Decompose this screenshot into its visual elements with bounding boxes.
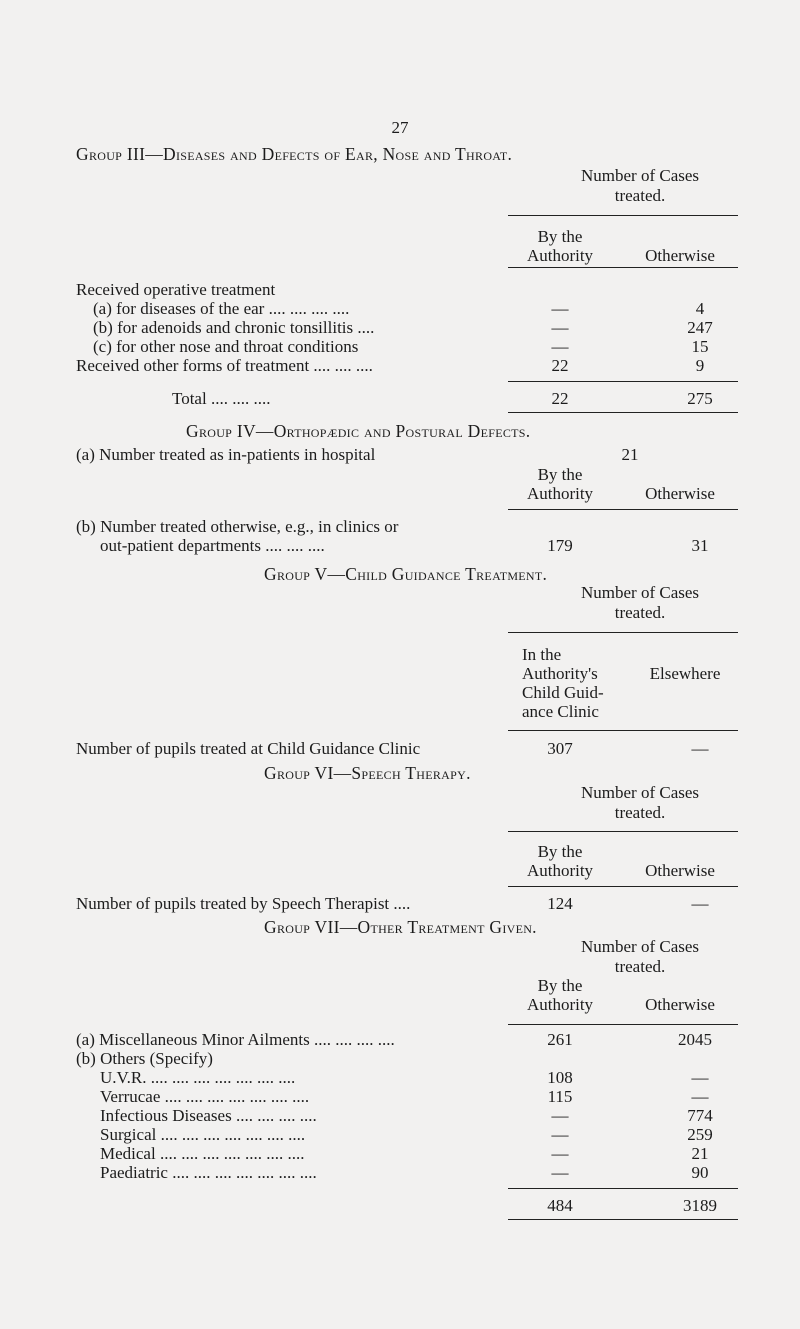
group-4-row-a-label: (a) Number treated as in-patients in hospital	[76, 445, 376, 464]
group-7-cases-header: Number of Cases	[580, 937, 700, 956]
group-3-total-authority: 22	[551, 389, 569, 408]
group-3-row-label: (a) for diseases of the ear .... .... .... ....	[93, 299, 350, 318]
group-7-col1-line1: By the	[537, 976, 583, 995]
group-4-col1-line1: By the	[537, 465, 583, 484]
group-5-col1-line2: Authority's	[522, 664, 598, 683]
group-6-cases-header-treated: treated.	[614, 803, 666, 822]
group-3-header-rule	[508, 215, 738, 216]
group-4-row-b-otherwise: 31	[691, 536, 709, 555]
group-3-row-label: Received operative treatment	[76, 280, 276, 299]
group-5-row-elsewhere: —	[691, 739, 709, 758]
group-6-row-label: Number of pupils treated by Speech Therapist ....	[76, 894, 411, 913]
group-5-cases-header-treated: treated.	[614, 603, 666, 622]
group-7-col2-header: Otherwise	[645, 995, 715, 1014]
group-7-value-otherwise: 90	[691, 1163, 709, 1182]
group-3-cases-header-treated: treated.	[614, 186, 666, 205]
group-4-col1-line2: Authority	[526, 484, 594, 503]
group-7-total-otherwise: 3189	[683, 1196, 717, 1215]
group-7-row-label: U.V.R. .... .... .... .... .... .... ....	[100, 1068, 296, 1087]
group-7-row-label: Surgical .... .... .... .... .... .... ....	[100, 1125, 306, 1144]
group-4-header-rule	[508, 509, 738, 510]
group-6-cases-header: Number of Cases	[580, 783, 700, 802]
group-4-row-a-value: 21	[621, 445, 639, 464]
group-3-cases-header: Number of Cases	[580, 166, 700, 185]
group-7-value-authority: —	[551, 1125, 569, 1144]
group-7-row-label: Verrucae .... .... .... .... .... .... ....	[100, 1087, 310, 1106]
group-3-heading: Group III—Diseases and Defects of Ear, Nose and Throat.	[76, 144, 513, 164]
group-7-col1-line2: Authority	[526, 995, 594, 1014]
group-3-bottom-rule	[508, 412, 738, 413]
group-7-value-authority: 115	[547, 1087, 573, 1106]
group-3-total-otherwise: 275	[687, 389, 713, 408]
group-3-row-label: (c) for other nose and throat conditions	[93, 337, 359, 356]
group-7-row-label: Infectious Diseases .... .... .... ....	[100, 1106, 317, 1125]
group-7-cases-header-treated: treated.	[614, 957, 666, 976]
group-6-col-header-rule	[508, 886, 738, 887]
group-3-value-otherwise: 247	[687, 318, 713, 337]
group-7-heading: Group VII—Other Treatment Given.	[264, 917, 537, 937]
group-3-row-label: Received other forms of treatment .... .... ....	[76, 356, 373, 375]
group-7-value-otherwise: —	[691, 1068, 709, 1087]
group-4-col2-header: Otherwise	[645, 484, 715, 503]
group-3-value-authority: 22	[551, 356, 569, 375]
group-6-row-otherwise: —	[691, 894, 709, 913]
group-5-heading: Group V—Child Guidance Treatment.	[264, 564, 548, 584]
group-7-value-otherwise: 21	[691, 1144, 709, 1163]
group-5-header-rule	[508, 632, 738, 633]
group-4-heading: Group IV—Orthopædic and Postural Defects.	[186, 421, 531, 441]
group-7-header-rule	[508, 1024, 738, 1025]
group-6-col1-line1: By the	[537, 842, 583, 861]
group-3-value-otherwise: 4	[695, 299, 705, 318]
group-7-value-otherwise: 774	[687, 1106, 713, 1125]
group-3-total-label: Total .... .... ....	[172, 389, 271, 408]
group-3-value-authority: —	[551, 337, 569, 356]
group-7-value-otherwise: 2045	[678, 1030, 712, 1049]
group-6-row-authority: 124	[547, 894, 573, 913]
group-7-row-label: (a) Miscellaneous Minor Ailments .... .... .... ....	[76, 1030, 395, 1049]
group-7-row-label: Paediatric .... .... .... .... .... .... ....	[100, 1163, 317, 1182]
group-3-col1-line1: By the	[537, 227, 583, 246]
group-5-col1-line1: In the	[522, 645, 562, 664]
group-6-heading: Group VI—Speech Therapy.	[264, 763, 471, 783]
group-6-col1-line2: Authority	[526, 861, 594, 880]
group-4-row-b-label-1: (b) Number treated otherwise, e.g., in clinics or	[76, 517, 399, 536]
page-number: 27	[391, 118, 409, 137]
group-6-header-rule	[508, 831, 738, 832]
group-3-value-otherwise: 9	[695, 356, 705, 375]
group-3-total-rule	[508, 381, 738, 382]
group-7-total-rule	[508, 1188, 738, 1189]
group-7-row-label: (b) Others (Specify)	[76, 1049, 213, 1068]
group-4-row-b-authority: 179	[547, 536, 573, 555]
group-3-col2-header: Otherwise	[645, 246, 715, 265]
group-7-value-authority: —	[551, 1144, 569, 1163]
group-7-value-authority: 261	[547, 1030, 573, 1049]
group-7-row-label: Medical .... .... .... .... .... .... ....	[100, 1144, 305, 1163]
group-5-col2-header: Elsewhere	[649, 664, 721, 683]
group-3-row-label: (b) for adenoids and chronic tonsillitis ....	[93, 318, 375, 337]
group-5-row-label: Number of pupils treated at Child Guidance Clinic	[76, 739, 421, 758]
group-3-value-authority: —	[551, 299, 569, 318]
group-3-col-header-rule	[508, 267, 738, 268]
group-4-row-b-label-2: out-patient departments .... .... ....	[100, 536, 325, 555]
group-3-value-otherwise: 15	[691, 337, 709, 356]
group-7-value-otherwise: —	[691, 1087, 709, 1106]
group-3-value-authority: —	[551, 318, 569, 337]
group-5-col1-line4: ance Clinic	[522, 702, 599, 721]
group-5-cases-header: Number of Cases	[580, 583, 700, 602]
group-7-value-otherwise: 259	[687, 1125, 713, 1144]
group-7-value-authority: —	[551, 1163, 569, 1182]
group-7-total-authority: 484	[547, 1196, 573, 1215]
group-3-col1-line2: Authority	[526, 246, 594, 265]
group-7-bottom-rule	[508, 1219, 738, 1220]
group-5-row-authority: 307	[547, 739, 573, 758]
group-6-col2-header: Otherwise	[645, 861, 715, 880]
group-7-value-authority: —	[551, 1106, 569, 1125]
group-5-col1-line3: Child Guid-	[522, 683, 604, 702]
group-5-col-header-rule	[508, 730, 738, 731]
group-7-value-authority: 108	[547, 1068, 573, 1087]
